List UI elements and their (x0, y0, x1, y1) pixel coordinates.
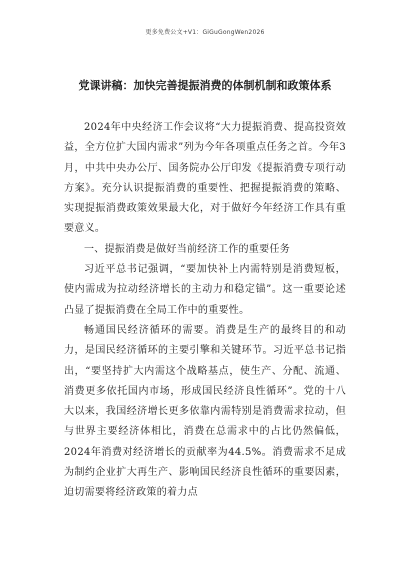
document-title: 党课讲稿：加快完善提振消费的体制机制和政策体系 (78, 79, 332, 92)
paragraph-intro: 2024年中央经济工作会议将“大力提振消费、提高投资效益，全方位扩大国内需求”列为今年各项重点任务之首。今年3月，中共中央办公厅、国务院办公厅印发《提振消费专项行动方案》。充分认识提振消费的重要性、把握提振消费的策略、实现提振消费政策效果最大化，对于做好今年经济工作具有重要意义。 (64, 122, 346, 235)
document-body (64, 118, 346, 504)
header-note: 更多免费公文+V1：GiGuGongWen2026 (145, 29, 265, 36)
paragraph-quote: 习近平总书记强调，“要加快补上内需特别是消费短板，使内需成为拉动经济增长的主动力和稳定锚”。这一重要论述凸显了提振消费在全局工作中的重要性。 (64, 264, 346, 316)
section-heading: 一、提振消费是做好当前经济工作的重要任务 (84, 243, 290, 255)
paragraph-economy-cycle: 畅通国民经济循环的需要。消费是生产的最终目的和动力，是国民经济循环的主要引擎和关键环节。习近平总书记指出，“要坚持扩大内需这个战略基点，使生产、分配、流通、消费更多依托国内市场，形成国民经济良性循环”。党的十八大以来，我国经济增长更多依靠内需特别是消费需求拉动，但与世界主要经济体相比，消费在总需求中的占比仍然偏低，2024年消费对经济增长的贡献率为44.5%。消费需求不足成为制约企业扩大再生产、影响国民经济良性循环的重要因素，迫切需要将经济政策的着力点 (64, 324, 346, 499)
